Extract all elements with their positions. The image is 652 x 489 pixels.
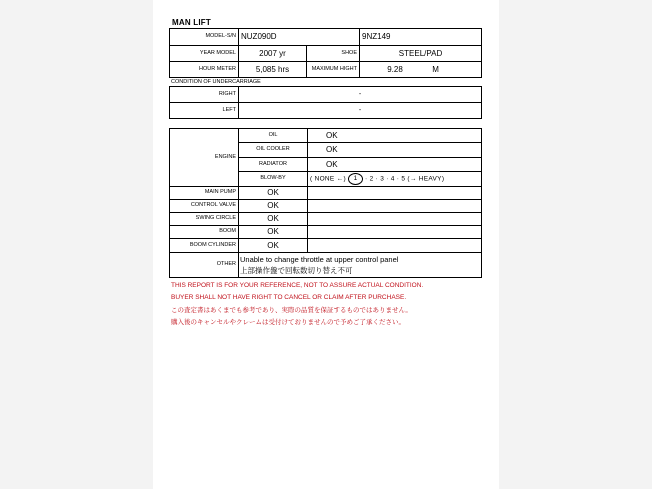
left-value: - [239, 103, 482, 119]
max-height-cell [360, 62, 482, 78]
component-label: BOOM CYLINDER [170, 239, 239, 253]
component-note [308, 187, 482, 200]
component-label: SWING CIRCLE [170, 213, 239, 226]
oil-value: OK [308, 129, 482, 143]
component-note [308, 200, 482, 213]
max-height-value: 9.28 [387, 64, 403, 74]
component-note [308, 213, 482, 226]
other-label: OTHER [170, 253, 239, 278]
component-label: MAIN PUMP [170, 187, 239, 200]
model-value: NUZ090D [239, 29, 360, 46]
disclaimer-line1: THIS REPORT IS FOR YOUR REFERENCE, NOT TO ASSURE ACTUAL CONDITION. [171, 282, 424, 289]
component-value: OK [239, 239, 308, 253]
component-label: BOOM [170, 226, 239, 239]
component-value: OK [239, 213, 308, 226]
component-value: OK [239, 226, 308, 239]
blowby-prefix: ( NONE ←) [310, 175, 346, 183]
right-label: RIGHT [170, 87, 239, 103]
radiator-label: RADIATOR [239, 158, 308, 172]
undercarriage-section-label: CONDITION OF UNDERCARRIAGE [171, 79, 261, 85]
component-value: OK [239, 200, 308, 213]
disclaimer-line3: この査定書はあくまでも参考であり、実際の品質を保証するものではありません。 [171, 307, 412, 314]
hour-label: HOUR METER [170, 62, 239, 78]
other-note [239, 253, 482, 278]
left-label: LEFT [170, 103, 239, 119]
component-note [308, 239, 482, 253]
shoe-value: STEEL/PAD [360, 46, 482, 62]
oil-label: OIL [239, 129, 308, 143]
year-value: 2007 yr [239, 46, 307, 62]
disclaimer-line2: BUYER SHALL NOT HAVE RIGHT TO CANCEL OR CLAIM AFTER PURCHASE. [171, 294, 407, 301]
other-note-line2: 上部操作盤で回転数切り替え不可 [240, 266, 353, 275]
other-note-line1: Unable to change throttle at upper control panel [240, 255, 399, 264]
undercarriage-table [169, 86, 482, 119]
blowby-selected-marker: 1 [348, 173, 363, 185]
radiator-value: OK [308, 158, 482, 172]
blowby-scale [308, 172, 482, 187]
component-value: OK [239, 187, 308, 200]
inspection-table [169, 128, 482, 278]
year-label: YEAR MODEL [170, 46, 239, 62]
component-label: CONTROL VALVE [170, 200, 239, 213]
max-height-label: MAXIMUM HIGHT [307, 62, 360, 78]
oil-cooler-value: OK [308, 143, 482, 158]
right-value: - [239, 87, 482, 103]
max-height-unit: M [432, 64, 439, 74]
disclaimer-line4: 購入後のキャンセルやクレームは受付けておりませんので予めご了承ください。 [171, 319, 405, 326]
model-label: MODEL-S/N [170, 29, 239, 46]
serial-value: 9NZ149 [360, 29, 482, 46]
component-note [308, 226, 482, 239]
machine-info-table [169, 28, 482, 78]
shoe-label: SHOE [307, 46, 360, 62]
report-title: MAN LIFT [172, 18, 211, 27]
blowby-label: BLOW-BY [239, 172, 308, 187]
hour-value: 5,085 hrs [239, 62, 307, 78]
blowby-rest: · 2 · 3 · 4 · 5 (→ HEAVY) [365, 175, 445, 183]
engine-label: ENGINE [170, 129, 239, 187]
oil-cooler-label: OIL COOLER [239, 143, 308, 158]
